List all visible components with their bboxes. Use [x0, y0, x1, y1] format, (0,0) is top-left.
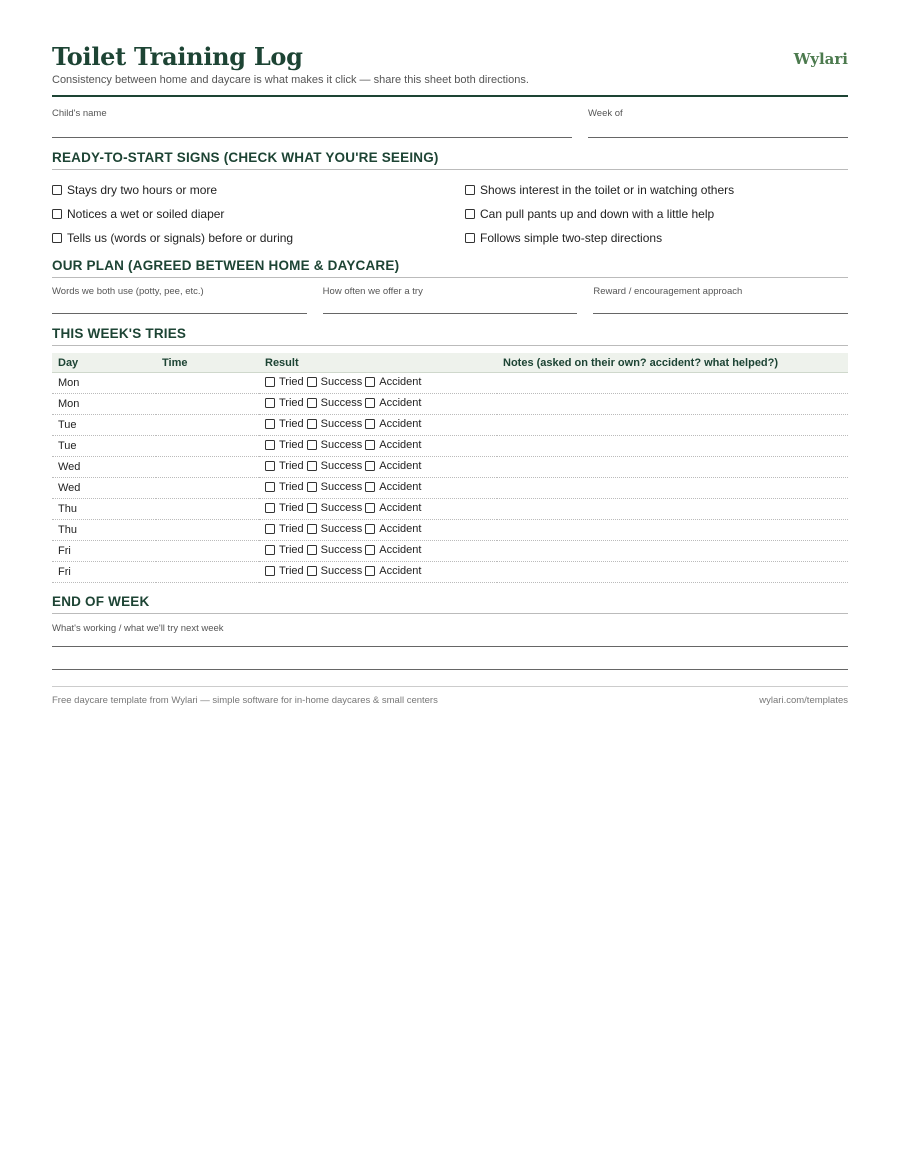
tries-section-title: THIS WEEK'S TRIES — [52, 326, 848, 346]
result-option-label: Tried — [279, 523, 304, 535]
checkbox-icon[interactable] — [265, 524, 275, 534]
result-cell — [259, 520, 497, 541]
header-divider — [52, 95, 848, 97]
sign-checkbox-item[interactable] — [52, 182, 465, 198]
signs-section-title: READY-TO-START SIGNS (CHECK WHAT YOU'RE SEEING) — [52, 150, 848, 170]
column-header-notes: Notes (asked on their own? accident? what helped?) — [497, 353, 848, 373]
notes-cell[interactable] — [497, 457, 848, 478]
table-row — [52, 373, 848, 394]
result-cell — [259, 394, 497, 415]
time-cell[interactable] — [156, 520, 259, 541]
result-option[interactable] — [365, 439, 421, 451]
checkbox-icon[interactable] — [465, 233, 475, 243]
result-cell — [259, 541, 497, 562]
day-cell: Mon — [52, 373, 156, 394]
result-option[interactable] — [365, 460, 421, 472]
checkbox-icon[interactable] — [307, 524, 317, 534]
sign-checkbox-item[interactable] — [52, 230, 465, 246]
result-option[interactable] — [307, 565, 363, 577]
checkbox-icon[interactable] — [52, 233, 62, 243]
result-option[interactable] — [265, 460, 304, 472]
table-row — [52, 478, 848, 499]
plan-fields-row — [52, 286, 848, 314]
day-cell: Wed — [52, 478, 156, 499]
checkbox-icon[interactable] — [307, 545, 317, 555]
day-cell: Tue — [52, 436, 156, 457]
checkbox-icon[interactable] — [365, 377, 375, 387]
page-subtitle: Consistency between home and daycare is what makes it click — share this sheet both directions. — [52, 74, 529, 86]
notes-cell[interactable] — [497, 562, 848, 583]
result-option-label: Success — [320, 418, 363, 430]
time-cell[interactable] — [156, 562, 259, 583]
result-option-label: Tried — [279, 460, 304, 472]
result-option-label: Accident — [379, 460, 422, 472]
page-title: Toilet Training Log — [52, 42, 303, 71]
result-option[interactable] — [307, 460, 363, 472]
result-option[interactable] — [265, 565, 304, 577]
table-row — [52, 541, 848, 562]
result-option[interactable] — [307, 544, 363, 556]
column-header-result: Result — [259, 353, 497, 373]
result-option-label: Success — [320, 439, 363, 451]
result-option[interactable] — [307, 376, 363, 388]
end-of-week-section-title: END OF WEEK — [52, 594, 848, 614]
time-cell[interactable] — [156, 478, 259, 499]
plan-field-label: Words we both use (potty, pee, etc.) — [52, 286, 204, 297]
result-option[interactable] — [365, 544, 421, 556]
result-option-label: Accident — [379, 481, 422, 493]
time-cell[interactable] — [156, 415, 259, 436]
plan-field-input-line[interactable] — [52, 298, 307, 314]
sign-label: Follows simple two-step directions — [480, 231, 663, 245]
time-cell[interactable] — [156, 394, 259, 415]
footer — [52, 686, 848, 706]
result-option[interactable] — [307, 481, 363, 493]
result-option[interactable] — [265, 523, 304, 535]
checkbox-icon[interactable] — [365, 398, 375, 408]
table-row — [52, 520, 848, 541]
result-option[interactable] — [307, 523, 363, 535]
result-option[interactable] — [265, 376, 304, 388]
checkbox-icon[interactable] — [265, 419, 275, 429]
table-row — [52, 499, 848, 520]
plan-field-label: How often we offer a try — [322, 286, 423, 297]
day-cell: Wed — [52, 457, 156, 478]
result-option-label: Success — [320, 376, 363, 388]
day-cell: Thu — [52, 520, 156, 541]
checkbox-icon[interactable] — [365, 440, 375, 450]
checkbox-icon[interactable] — [307, 503, 317, 513]
result-cell — [259, 499, 497, 520]
result-cell — [259, 478, 497, 499]
tries-table-header-row — [52, 353, 848, 373]
plan-field-label: Reward / encouragement approach — [593, 286, 743, 297]
end-of-week-line-2[interactable] — [52, 647, 848, 670]
checkbox-icon[interactable] — [52, 209, 62, 219]
time-cell[interactable] — [156, 541, 259, 562]
week-of-input-line[interactable] — [588, 120, 848, 138]
result-option-label: Accident — [379, 439, 422, 451]
result-option-label: Tried — [279, 376, 304, 388]
sign-checkbox-item[interactable] — [52, 206, 465, 222]
checkbox-icon[interactable] — [265, 482, 275, 492]
day-cell: Thu — [52, 499, 156, 520]
result-option-label: Tried — [279, 544, 304, 556]
day-cell: Mon — [52, 394, 156, 415]
week-of-field — [588, 108, 848, 138]
result-option[interactable] — [365, 397, 421, 409]
end-of-week-label: What's working / what we'll try next week — [52, 623, 224, 634]
result-cell — [259, 562, 497, 583]
checkbox-icon[interactable] — [365, 524, 375, 534]
plan-field — [593, 286, 848, 314]
sign-checkbox-item[interactable] — [465, 206, 848, 222]
notes-cell[interactable] — [497, 394, 848, 415]
result-option-label: Tried — [279, 397, 304, 409]
result-option-label: Success — [320, 502, 363, 514]
result-option[interactable] — [307, 418, 363, 430]
sign-label: Can pull pants up and down with a little help — [480, 207, 715, 221]
time-cell[interactable] — [156, 499, 259, 520]
result-option[interactable] — [365, 523, 421, 535]
checkbox-icon[interactable] — [365, 503, 375, 513]
result-option-label: Accident — [379, 544, 422, 556]
time-cell[interactable] — [156, 457, 259, 478]
result-option[interactable] — [265, 502, 304, 514]
signs-checklist — [52, 182, 848, 246]
result-option[interactable] — [265, 397, 304, 409]
end-of-week-line-1[interactable] — [52, 635, 848, 647]
checkbox-icon[interactable] — [265, 377, 275, 387]
day-cell: Fri — [52, 541, 156, 562]
plan-field — [52, 286, 307, 314]
checkbox-icon[interactable] — [265, 503, 275, 513]
result-option[interactable] — [365, 418, 421, 430]
child-name-field — [52, 108, 572, 138]
notes-cell[interactable] — [497, 520, 848, 541]
notes-cell[interactable] — [497, 415, 848, 436]
time-cell[interactable] — [156, 373, 259, 394]
checkbox-icon[interactable] — [265, 566, 275, 576]
checkbox-icon[interactable] — [307, 461, 317, 471]
checkbox-icon[interactable] — [265, 440, 275, 450]
result-option[interactable] — [265, 481, 304, 493]
result-option-label: Accident — [379, 565, 422, 577]
notes-cell[interactable] — [497, 436, 848, 457]
checkbox-icon[interactable] — [465, 209, 475, 219]
result-option-label: Success — [320, 523, 363, 535]
table-row — [52, 562, 848, 583]
result-option[interactable] — [365, 502, 421, 514]
result-option[interactable] — [365, 481, 421, 493]
result-option-label: Tried — [279, 481, 304, 493]
result-option[interactable] — [265, 439, 304, 451]
result-option-label: Accident — [379, 376, 422, 388]
brand-logo: Wylari — [793, 50, 848, 68]
checkbox-icon[interactable] — [307, 398, 317, 408]
day-cell: Fri — [52, 562, 156, 583]
result-option[interactable] — [265, 544, 304, 556]
column-header-time: Time — [156, 353, 259, 373]
result-option-label: Accident — [379, 523, 422, 535]
footer-credit: Free daycare template from Wylari — simple software for in-home daycares & small centers — [52, 695, 438, 706]
result-option-label: Accident — [379, 418, 422, 430]
plan-field — [323, 286, 578, 314]
result-option-label: Success — [320, 481, 363, 493]
result-option-label: Success — [320, 397, 363, 409]
sign-label: Stays dry two hours or more — [67, 183, 218, 197]
result-option[interactable] — [307, 397, 363, 409]
footer-link[interactable]: wylari.com/templates — [759, 695, 848, 706]
result-option-label: Success — [320, 544, 363, 556]
time-cell[interactable] — [156, 436, 259, 457]
plan-section-title: OUR PLAN (AGREED BETWEEN HOME & DAYCARE) — [52, 258, 848, 278]
result-option-label: Tried — [279, 439, 304, 451]
checkbox-icon[interactable] — [365, 545, 375, 555]
checkbox-icon[interactable] — [265, 545, 275, 555]
sign-label: Notices a wet or soiled diaper — [67, 207, 225, 221]
checkbox-icon[interactable] — [365, 419, 375, 429]
notes-cell[interactable] — [497, 499, 848, 520]
sign-checkbox-item[interactable] — [465, 182, 848, 198]
table-row — [52, 436, 848, 457]
sign-label: Tells us (words or signals) before or during — [67, 231, 294, 245]
table-row — [52, 394, 848, 415]
checkbox-icon[interactable] — [52, 185, 62, 195]
notes-cell[interactable] — [497, 541, 848, 562]
sign-checkbox-item[interactable] — [465, 230, 848, 246]
tries-table-body — [52, 373, 848, 583]
result-option[interactable] — [307, 502, 363, 514]
plan-field-input-line[interactable] — [593, 298, 848, 314]
checkbox-icon[interactable] — [365, 566, 375, 576]
week-of-label: Week of — [588, 108, 623, 119]
table-row — [52, 415, 848, 436]
result-option-label: Success — [320, 460, 363, 472]
child-name-label: Child's name — [52, 108, 107, 119]
header — [52, 42, 848, 90]
notes-cell[interactable] — [497, 373, 848, 394]
result-option-label: Accident — [379, 502, 422, 514]
result-option-label: Tried — [279, 502, 304, 514]
checkbox-icon[interactable] — [365, 461, 375, 471]
result-cell — [259, 415, 497, 436]
checkbox-icon[interactable] — [307, 440, 317, 450]
checkbox-icon[interactable] — [307, 377, 317, 387]
result-option-label: Tried — [279, 565, 304, 577]
plan-field-input-line[interactable] — [323, 298, 578, 314]
checkbox-icon[interactable] — [365, 482, 375, 492]
result-option-label: Tried — [279, 418, 304, 430]
checkbox-icon[interactable] — [307, 566, 317, 576]
toilet-training-log-page — [52, 0, 848, 706]
sign-label: Shows interest in the toilet or in watching others — [480, 183, 735, 197]
tries-table — [52, 353, 848, 583]
child-info-row — [52, 108, 848, 138]
result-cell — [259, 373, 497, 394]
table-row — [52, 457, 848, 478]
checkbox-icon[interactable] — [465, 185, 475, 195]
result-option-label: Accident — [379, 397, 422, 409]
column-header-day: Day — [52, 353, 156, 373]
checkbox-icon[interactable] — [307, 419, 317, 429]
checkbox-icon[interactable] — [307, 482, 317, 492]
result-option[interactable] — [265, 418, 304, 430]
checkbox-icon[interactable] — [265, 461, 275, 471]
result-option[interactable] — [307, 439, 363, 451]
result-cell — [259, 457, 497, 478]
day-cell: Tue — [52, 415, 156, 436]
checkbox-icon[interactable] — [265, 398, 275, 408]
child-name-input-line[interactable] — [52, 120, 572, 138]
result-option-label: Success — [320, 565, 363, 577]
result-cell — [259, 436, 497, 457]
result-option[interactable] — [365, 376, 421, 388]
notes-cell[interactable] — [497, 478, 848, 499]
result-option[interactable] — [365, 565, 421, 577]
